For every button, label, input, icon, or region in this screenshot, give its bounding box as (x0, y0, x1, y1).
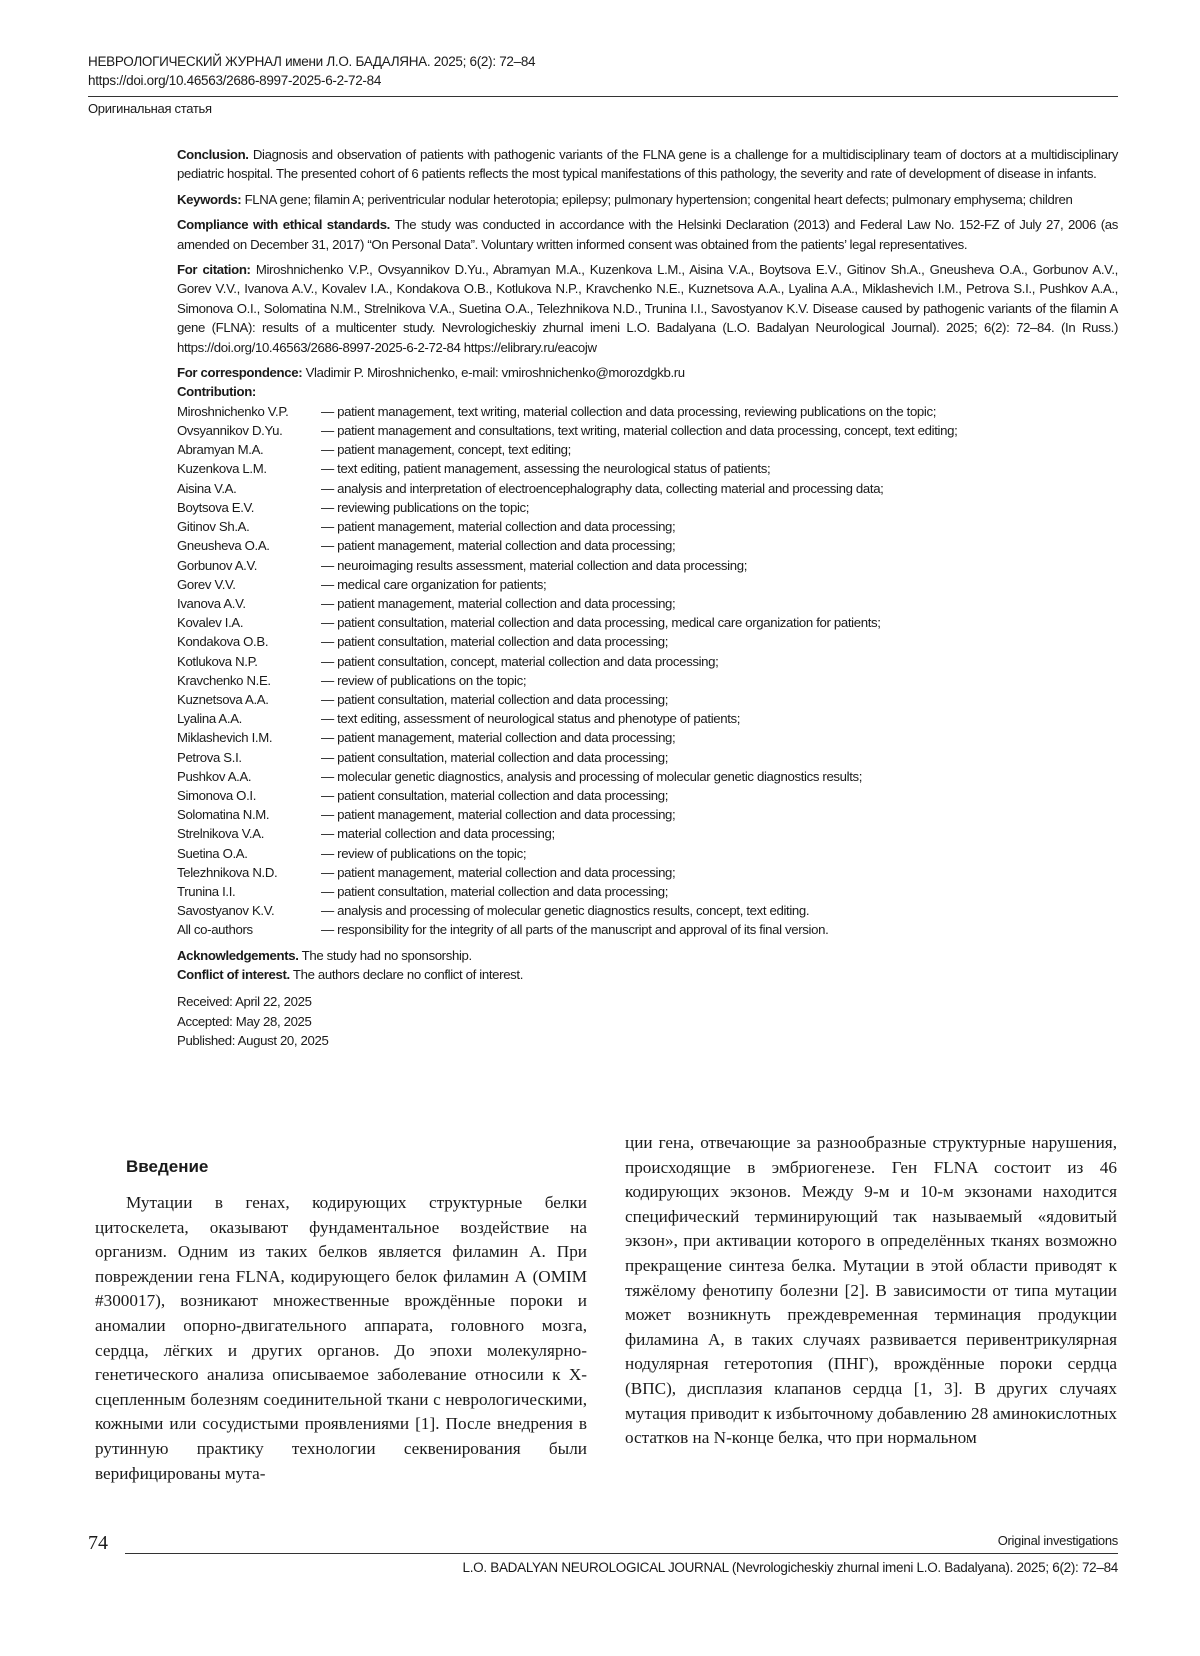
contributor-role: — responsibility for the integrity of all parts of the manuscript and approval of its final version. (321, 922, 829, 938)
contributor-name: Boytsova E.V. (177, 499, 255, 515)
contributor-name: Gorev V.V. (177, 576, 236, 592)
contributor-name: Strelnikova V.A. (177, 826, 265, 842)
contributor-name: Trunina I.I. (177, 883, 236, 899)
contributor-name: Miroshnichenko V.P. (177, 403, 289, 419)
citation-paragraph (177, 260, 1118, 357)
keywords-paragraph (177, 190, 1118, 209)
contributor-role: — patient management, material collection and data processing; (321, 864, 676, 880)
correspondence-paragraph (177, 363, 1118, 382)
contributor-name: Petrova S.I. (177, 749, 242, 765)
intro-paragraph-right: ции гена, отвечающие за разнообразные структурные нарушения, происходящие в эмбриогенезе. Ген FLNA состоит из 46 кодирующих экзонов. Между 9-м и 10-м экзонами находится специфический терминирующий так называемый «ядовитый экзон», при активации которого в определённых тканях возможно прекращение синтеза белка. Мутации в этой области приводят к тяжёлому фенотипу болезни [2]. В зависимости от типа мутации может возникнуть преждевременная терминация продукции филамина А, в таких случаях развивается перивентрикулярная нодулярная гетеротопия (ПНГ), врождённые пороки сердца (ВПС), дисплазия клапанов сердца [1, 3]. В других случаях мутация приводит к избыточному добавлению 28 аминокислотных остатков на N-конце белка, что при нормальном (625, 1133, 1117, 1448)
keywords-label: Keywords: (177, 191, 242, 207)
ack-label: Acknowledgements. (177, 947, 299, 963)
contributor-role: — patient management, concept, text editing; (321, 442, 571, 458)
contributor-name: Gitinov Sh.A. (177, 519, 250, 535)
keywords-text: FLNA gene; filamin A; periventricular nodular heterotopia; epilepsy; pulmonary hypertension; congenital heart defects; pulmonary emphysema; children (241, 191, 1073, 207)
contributor-role: — neuroimaging results assessment, material collection and data processing; (321, 557, 748, 573)
footer-divider (125, 1553, 1118, 1554)
contributor-role: — patient management, material collection and data processing; (321, 807, 676, 823)
contributor-name: Suetina O.A. (177, 845, 248, 861)
contributor-name: Kondakova O.B. (177, 634, 269, 650)
contributor-role: — review of publications on the topic; (321, 672, 527, 688)
footer-journal: L.O. BADALYAN NEUROLOGICAL JOURNAL (Nevrologicheskiy zhurnal imeni L.O. Badalyana). 2025; 6(2): 72–84 (462, 1560, 1118, 1575)
right-column (625, 1131, 1117, 1486)
contributor-role: — analysis and processing of molecular genetic diagnostics results, concept, text editing. (321, 903, 810, 919)
contributor-name: Aisina V.A. (177, 480, 237, 496)
contribution-list (177, 402, 1118, 940)
contributor-name: Kuzenkova L.M. (177, 461, 267, 477)
page-number: 74 (88, 1532, 108, 1554)
ethics-label: Compliance with ethical standards. (177, 217, 390, 233)
left-column (95, 1155, 587, 1486)
contributor-role: — patient consultation, material collection and data processing; (321, 634, 669, 650)
ack-text: The study had no sponsorship. (298, 947, 472, 963)
correspondence-label: For correspondence: (177, 365, 303, 381)
section-label: Оригинальная статья (88, 101, 212, 116)
contributor-name: Ovsyannikov D.Yu. (177, 423, 283, 439)
citation-label: For citation: (177, 262, 251, 278)
accepted-date: Accepted: May 28, 2025 (177, 1013, 312, 1029)
contributor-name: Ivanova A.V. (177, 595, 246, 611)
contributor-role: — material collection and data processing; (321, 826, 555, 842)
contributor-role: — text editing, assessment of neurological status and phenotype of patients; (321, 711, 741, 727)
contributor-role: — patient consultation, material collection and data processing; (321, 883, 669, 899)
article-dates (177, 992, 1118, 1050)
contributor-role: — patient management and consultations, text writing, material collection and data processing, concept, text editing; (321, 423, 958, 439)
contributor-name: Solomatina N.M. (177, 807, 270, 823)
conflict-text: The authors declare no conflict of interest. (289, 966, 524, 982)
citation-text: Miroshnichenko V.P., Ovsyannikov D.Yu., Abramyan M.A., Kuzenkova L.M., Aisina V.A., Boytsova E.V., Gitinov Sh.A., Gneusheva O.A., Gorbunov A.V., Gorev V.V., Ivanova A.V., Kovalev I.A., Kondakova O.B., Kotlukova N.P., Kravchenko N.E., Kuznetsova A.A., Lyalina A.A., Miklashevich I.M., Petrova S.I., Pushkov A.A., Simonova O.I., Solomatina N.M., Strelnikova V.A., Suetina O.A., Telezhnikova N.D., Trunina I.I., Savostyanov K.V. Disease caused by pathogenic variants of the filamin A gene (FLNA): results of a multicenter study. Nevrologicheskiy zhurnal imeni L.O. Badalyana (L.O. Badalyan Neurological Journal). 2025; 6(2): 72–84. (In Russ.) https://doi.org/10.46563/2686-8997-2025-6-2-72-84 https://elibrary.ru/eacojw (177, 262, 1118, 355)
contributor-role: — patient consultation, concept, material collection and data processing; (321, 653, 719, 669)
contributor-name: Abramyan M.A. (177, 442, 264, 458)
correspondence-text: Vladimir P. Miroshnichenko, e-mail: vmiroshnichenko@morozdgkb.ru (302, 365, 685, 381)
footer-section: Original investigations (997, 1533, 1118, 1548)
contributor-name: Miklashevich I.M. (177, 730, 273, 746)
contributor-name: Telezhnikova N.D. (177, 864, 278, 880)
contributor-role: — patient management, text writing, material collection and data processing, reviewing publications on the topic; (321, 403, 937, 419)
conclusion-text: Diagnosis and observation of patients with pathogenic variants of the FLNA gene is a challenge for a multidisciplinary team of doctors at a multidisciplinary pediatric hospital. The presented cohort of 6 patients reflects the most typical manifestations of this pathology, the severity and rate of development of disease in infants. (177, 147, 1118, 182)
contributor-role: — reviewing publications on the topic; (321, 499, 530, 515)
contributor-name: Pushkov A.A. (177, 768, 252, 784)
contributor-role: — medical care organization for patients; (321, 576, 547, 592)
received-date: Received: April 22, 2025 (177, 994, 312, 1010)
contributor-name: Gorbunov A.V. (177, 557, 258, 573)
contribution-heading (177, 382, 1118, 401)
contributor-role: — patient management, material collection and data processing; (321, 595, 676, 611)
contributor-role: — patient management, material collection and data processing; (321, 538, 676, 554)
ethics-paragraph (177, 215, 1118, 254)
contributor-role: — text editing, patient management, assessing the neurological status of patients; (321, 461, 771, 477)
conflict-label: Conflict of interest. (177, 966, 290, 982)
contributor-name: Kravchenko N.E. (177, 672, 271, 688)
abstract-block (177, 145, 1118, 1051)
intro-paragraph-left: Мутации в генах, кодирующих структурные белки цитоскелета, оказывают фундаментальное воздействие на организм. Одним из таких белков является филамин А. При повреждении гена FLNA, кодирующего белок филамин А (OMIM #300017), возникают множественные врождённые пороки и аномалии опорно-двигательного аппарата, головного мозга, сердца, лёгких и других органов. До эпохи молекулярно-генетического анализа описываемое заболевание относили к X-сцепленным болезням соединительной ткани с неврологическими, кожными или сосудистыми проявлениями [1]. После внедрения в рутинную практику технологии секвенирования были верифицированы мута- (95, 1193, 587, 1483)
contributor-name: Gneusheva O.A. (177, 538, 270, 554)
contributor-name: Kuznetsova A.A. (177, 691, 269, 707)
running-header (88, 52, 535, 90)
contribution-label: Contribution: (177, 384, 256, 400)
contributor-role: — analysis and interpretation of electroencephalography data, collecting material and processing data; (321, 480, 884, 496)
contributor-name: Kotlukova N.P. (177, 653, 258, 669)
contributor-name: Lyalina A.A. (177, 711, 242, 727)
ethics-text: The study was conducted in accordance with the Helsinki Declaration (2013) and Federal Law No. 152-FZ of July 27, 2006 (as amended on December 31, 2017) “On Personal Data”. Voluntary written informed consent was obtained from the patients’ legal representatives. (177, 217, 1118, 252)
conclusion-paragraph (177, 145, 1118, 184)
conflict-of-interest (177, 965, 1118, 984)
published-date: Published: August 20, 2025 (177, 1033, 329, 1049)
introduction-heading: Введение (126, 1157, 209, 1176)
contributor-role: — patient consultation, material collection and data processing; (321, 749, 669, 765)
contributor-role: — review of publications on the topic; (321, 845, 527, 861)
contributor-name: All co-authors (177, 922, 253, 938)
acknowledgements (177, 946, 1118, 965)
contributor-name: Kovalev I.A. (177, 615, 244, 631)
introduction-section (95, 1133, 1118, 1486)
contributor-name: Simonova O.I. (177, 787, 257, 803)
contributor-role: — patient consultation, material collection and data processing; (321, 691, 669, 707)
contributor-role: — patient consultation, material collection and data processing, medical care organization for patients; (321, 615, 881, 631)
conclusion-label: Conclusion. (177, 147, 249, 162)
contributor-role: — patient consultation, material collection and data processing; (321, 787, 669, 803)
contributor-name: Savostyanov K.V. (177, 903, 275, 919)
contributor-role: — patient management, material collection and data processing; (321, 730, 676, 746)
journal-title: НЕВРОЛОГИЧЕСКИЙ ЖУРНАЛ имени Л.О. БАДАЛЯНА. 2025; 6(2): 72–84 (88, 54, 536, 69)
contributor-role: — molecular genetic diagnostics, analysis and processing of molecular genetic diagnostics results; (321, 768, 863, 784)
contributor-role: — patient management, material collection and data processing; (321, 519, 676, 535)
doi-link[interactable]: https://doi.org/10.46563/2686-8997-2025-6-2-72-84 (88, 73, 382, 88)
header-divider (88, 96, 1118, 97)
